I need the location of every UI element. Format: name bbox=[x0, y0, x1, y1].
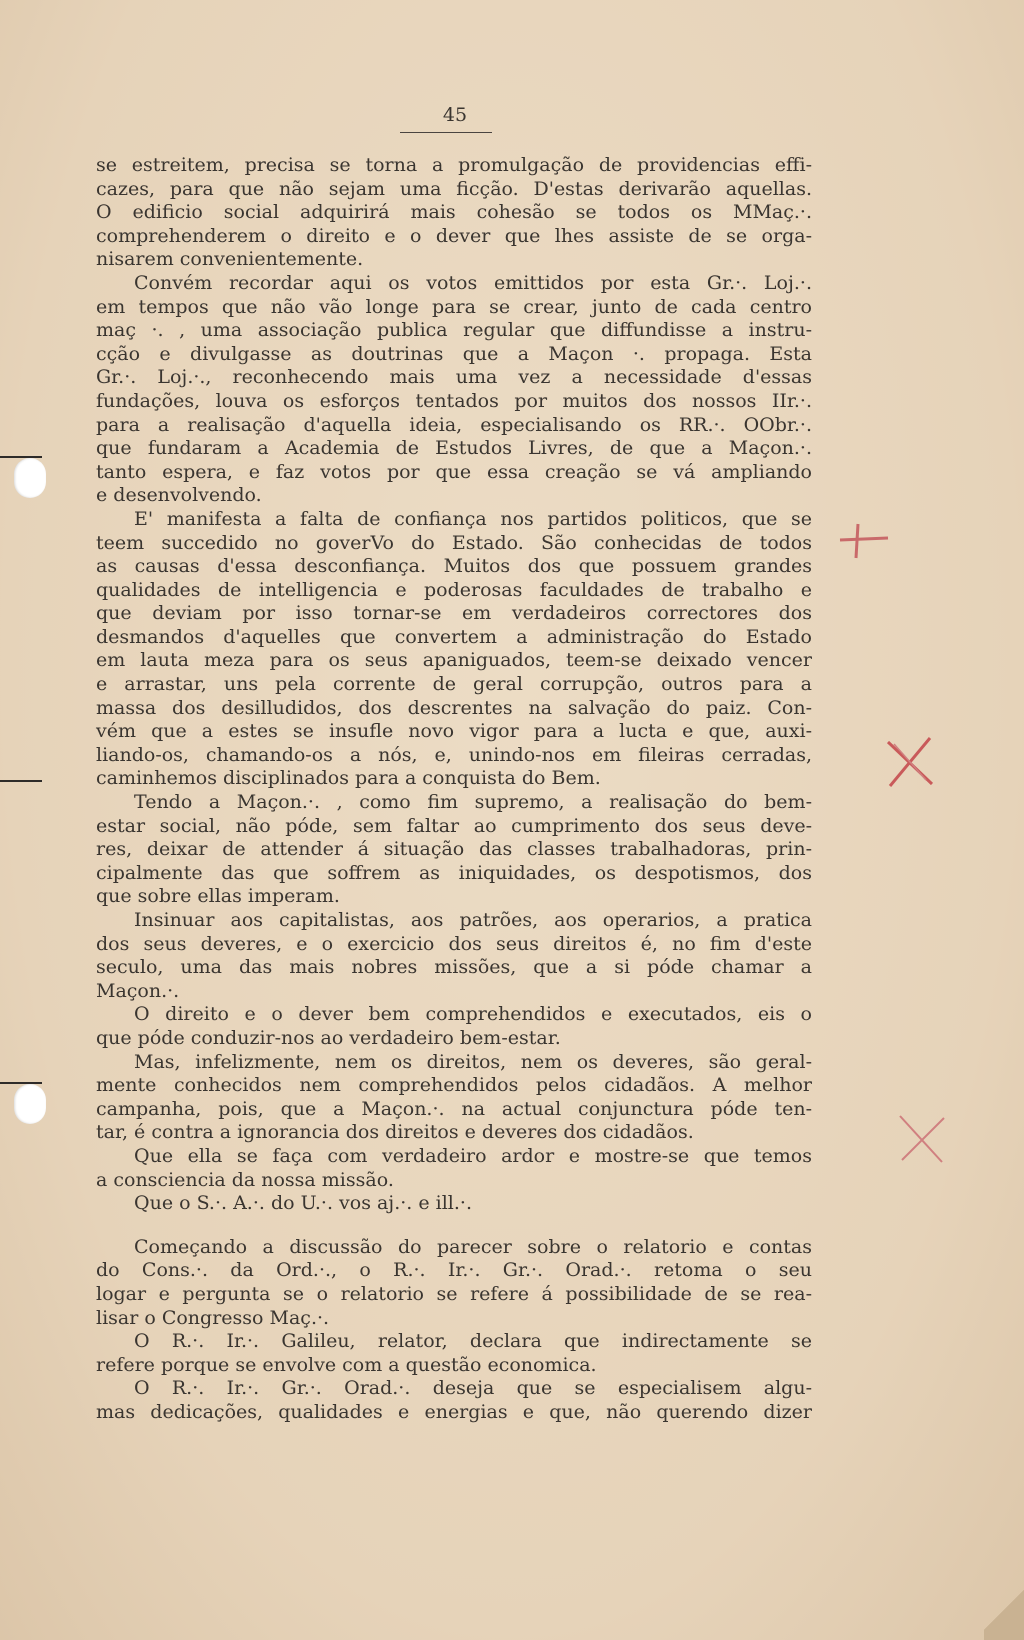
text-line: O direito e o dever bem comprehendidos e executados, eis o bbox=[134, 1003, 812, 1026]
text-line: O edificio social adquirirá mais cohesão se todos os MMaç.·. bbox=[96, 201, 812, 224]
text-line: tar, é contra a ignorancia dos direitos e deveres dos cidadãos. bbox=[96, 1121, 694, 1144]
edge-mark bbox=[0, 1082, 42, 1084]
text-line: a consciencia da nossa missão. bbox=[96, 1168, 394, 1191]
text-line: Convém recordar aqui os votos emittidos por esta Gr.·. Loj.·. bbox=[134, 271, 812, 294]
text-line: Maçon.·. bbox=[96, 979, 180, 1002]
text-line: comprehenderem o direito e o dever que lhes assiste de se orga- bbox=[96, 224, 812, 247]
text-line: O R.·. Ir.·. Gr.·. Orad.·. deseja que se especialisem algu- bbox=[134, 1377, 812, 1400]
text-line: campanha, pois, que a Maçon.·. na actual conjunctura póde ten- bbox=[96, 1097, 812, 1120]
red-cross-mark-icon bbox=[880, 732, 940, 792]
text-line: que deviam por isso tornar-se em verdadeiros correctores dos bbox=[96, 602, 812, 625]
page-number: 45 bbox=[442, 104, 468, 126]
text-line: fundações, louva os esforços tentados por muitos dos nossos IIr.·. bbox=[96, 389, 812, 412]
red-plus-mark-icon bbox=[836, 520, 892, 560]
text-line: Tendo a Maçon.·. , como fim supremo, a realisação do bem- bbox=[134, 791, 812, 814]
text-line: que sobre ellas imperam. bbox=[96, 885, 340, 908]
text-line: O R.·. Ir.·. Galileu, relator, declara que indirectamente se bbox=[134, 1330, 812, 1353]
text-line: estar social, não póde, sem faltar ao cumprimento dos seus deve- bbox=[96, 814, 812, 837]
edge-mark bbox=[0, 456, 42, 458]
text-line: para a realisação d'aquella ideia, especialisando os RR.·. OObr.·. bbox=[96, 413, 812, 436]
text-line: nisarem convenientemente. bbox=[96, 248, 364, 271]
text-line: E' manifesta a falta de confiança nos partidos politicos, que se bbox=[134, 507, 812, 530]
text-line: Gr.·. Loj.·., reconhecendo mais uma vez a necessidade d'essas bbox=[96, 366, 812, 389]
text-line: logar e pergunta se o relatorio se refere á possibilidade de se rea- bbox=[96, 1282, 812, 1305]
text-line: mas dedicações, qualidades e energias e que, não querendo dizer bbox=[96, 1400, 812, 1423]
binder-hole-top bbox=[14, 458, 46, 498]
text-line: qualidades de intelligencia e poderosas faculdades de trabalho e bbox=[96, 578, 812, 601]
text-line: Mas, infelizmente, nem os direitos, nem os deveres, são geral- bbox=[134, 1050, 812, 1073]
edge-mark bbox=[0, 780, 42, 782]
text-line: massa dos desilludidos, dos descrentes na salvação do paiz. Con- bbox=[96, 696, 812, 719]
body-text bbox=[96, 154, 812, 1424]
text-line: se estreitem, precisa se torna a promulgação de providencias effi- bbox=[96, 154, 812, 176]
text-line: vém que a estes se insufle novo vigor para a lucta e que, auxi- bbox=[96, 720, 812, 743]
text-line: lisar o Congresso Maç.·. bbox=[96, 1306, 330, 1329]
text-line: desmandos d'aquelles que convertem a administração do Estado bbox=[96, 625, 812, 648]
text-line: em tempos que não vão longe para se crear, junto de cada centro bbox=[96, 295, 812, 318]
text-line: res, deixar de attender á situação das classes trabalhadoras, prin- bbox=[96, 838, 812, 861]
text-line: e arrastar, uns pela corrente de geral corrupção, outros para a bbox=[96, 673, 812, 696]
text-line: que póde conduzir-nos ao verdadeiro bem-estar. bbox=[96, 1026, 561, 1049]
header-rule bbox=[400, 132, 492, 133]
text-line: do Cons.·. da Ord.·., o R.·. Ir.·. Gr.·. Orad.·. retoma o seu bbox=[96, 1259, 812, 1282]
text-line: mente conhecidos nem comprehendidos pelos cidadãos. A melhor bbox=[96, 1074, 812, 1097]
page-corner bbox=[984, 1580, 1024, 1640]
red-cross-mark-icon bbox=[894, 1108, 954, 1168]
text-line: em lauta meza para os seus apaniguados, teem-se deixado vencer bbox=[96, 649, 812, 672]
text-line: Começando a discussão do parecer sobre o relatorio e contas bbox=[134, 1235, 812, 1258]
text-line: tanto espera, e faz votos por que essa creação se vá ampliando bbox=[96, 460, 812, 483]
text-line: e desenvolvendo. bbox=[96, 484, 262, 507]
text-line: cazes, para que não sejam uma ficção. D'estas derivarão aquellas. bbox=[96, 177, 812, 200]
text-line: refere porque se envolve com a questão economica. bbox=[96, 1353, 597, 1376]
text-line: seculo, uma das mais nobres missões, que a si póde chamar a bbox=[96, 956, 812, 979]
text-line: dos seus deveres, e o exercicio dos seus direitos é, no fim d'este bbox=[96, 932, 812, 955]
text-line: Insinuar aos capitalistas, aos patrões, aos operarios, a pratica bbox=[134, 909, 812, 931]
text-line: caminhemos disciplinados para a conquista do Bem. bbox=[96, 767, 601, 790]
text-line: Que ella se faça com verdadeiro ardor e mostre-se que temos bbox=[134, 1144, 812, 1167]
text-line: maç ·. , uma associação publica regular que diffundisse a instru- bbox=[96, 319, 812, 342]
text-line: Que o S.·. A.·. do U.·. vos aj.·. e ill.·. bbox=[134, 1192, 472, 1215]
text-line: liando-os, chamando-os a nós, e, unindo-nos em fileiras cerradas, bbox=[96, 743, 812, 766]
text-line: as causas d'essa desconfiança. Muitos dos que possuem grandes bbox=[96, 555, 812, 578]
text-line: teem succedido no goverVo do Estado. São conhecidas de todos bbox=[96, 531, 812, 554]
binder-hole-bottom bbox=[14, 1084, 46, 1124]
text-line: cção e divulgasse as doutrinas que a Maçon ·. propaga. Esta bbox=[96, 342, 812, 365]
text-line: que fundaram a Academia de Estudos Livres, de que a Maçon.·. bbox=[96, 437, 812, 460]
text-line: cipalmente das que soffrem as iniquidades, os despotismos, dos bbox=[96, 861, 812, 884]
